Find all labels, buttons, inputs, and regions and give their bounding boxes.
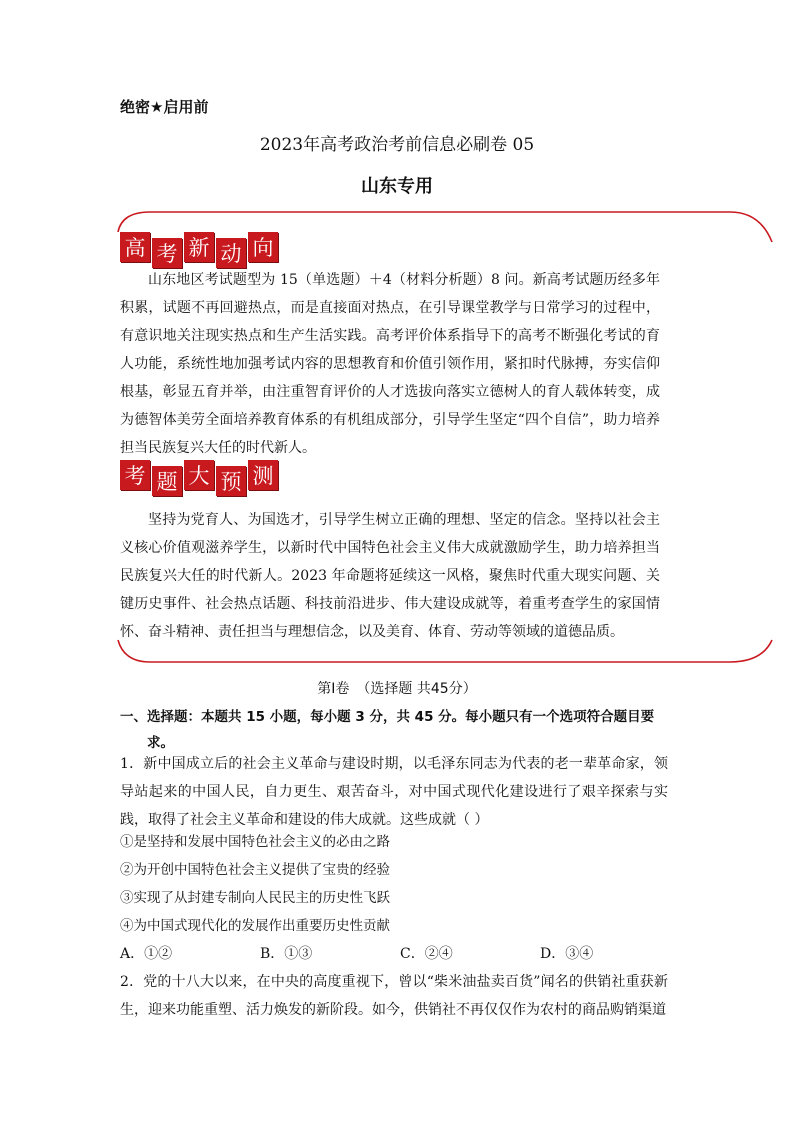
choice-d: D．③④ — [540, 946, 594, 962]
badge-char: 高 — [120, 232, 150, 262]
badge-char: 题 — [152, 466, 182, 496]
q1-option-1: ①是坚持和发展中国特色社会主义的必由之路 — [120, 834, 390, 850]
page-title: 2023年高考政治考前信息必刷卷 05 — [259, 135, 535, 155]
badge-char: 考 — [120, 460, 150, 490]
page-subtitle: 山东专用 — [361, 176, 433, 197]
confidential-label: 绝密★启用前 — [120, 98, 209, 116]
section1-text: 山东地区考试题型为 15（单选题）＋4（材料分析题）8 问。新高考试题历经多年积累，试题不再回避热点，而是直接面对热点，在引导课堂教学与日常学习的过程中，有意识地关注现实热点和生产生活实践。高考评价体系指导下的高考不断强化考试的育人功能，系统性地加强考试内容的思想教育和价值引领作用，紧扣时代脉搏，夯实信仰根基，彰显五育并举，由注重智育评价的人才选拔向落实立德树人的育人载体转变，成为德智体美劳全面培养教育体系的有机组成部分，引导学生坚定“四个自信”，助力培养担当民族复兴大任的时代新人。 — [120, 272, 660, 456]
q1-choices — [120, 940, 680, 968]
badge-char: 测 — [248, 460, 278, 490]
q1-option-3: ③实现了从封建专制向人民民主的历史性飞跃 — [120, 890, 390, 906]
badge-prediction — [120, 460, 278, 496]
q1-option-4: ④为中国式现代化的发展作出重要历史性贡献 — [120, 918, 390, 934]
badge-char: 动 — [216, 238, 246, 268]
choice-a: A．①② — [120, 946, 173, 962]
badge-char: 预 — [216, 466, 246, 496]
choice-b: B．①③ — [260, 946, 313, 962]
badge-new-trends — [120, 232, 278, 268]
question-1: 1．新中国成立后的社会主义革命与建设时期，以毛泽东同志为代表的老一辈革命家，领导站起来的中国人民，自力更生、艰苦奋斗，对中国式现代化建设进行了艰辛探索与实践，取得了社会主义革命和建设的伟大成就。这些成就（ ） — [120, 756, 668, 828]
instructions-line1: 一、选择题：本题共 15 小题，每小题 3 分，共 45 分。每小题只有一个选项符合题目要 — [120, 709, 655, 725]
question-2: 2．党的十八大以来，在中央的高度重视下，曾以“柴米油盐卖百货”闻名的供销社重获新生，迎来功能重塑、活力焕发的新阶段。如今，供销社不再仅仅作为农村的商品购销渠道 — [120, 974, 668, 1018]
badge-char: 考 — [152, 238, 182, 268]
instructions — [120, 704, 680, 756]
section2-text: 坚持为党育人、为国选才，引导学生树立正确的理想、坚定的信念。坚持以社会主义核心价值观滋养学生，以新时代中国特色社会主义伟大成就激励学生，助力培养担当民族复兴大任的时代新人。2023 年命题将延续这一风格，聚焦时代重大现实问题、关键历史事件、社会热点话题、科技前沿进步、伟大建设成就等，着重考查学生的家国情怀、奋斗精神、责任担当与理想信念，以及美育、体育、劳动等领域的道德品质。 — [120, 512, 660, 640]
choice-c: C．②④ — [400, 946, 453, 962]
instructions-line2: 求。 — [147, 735, 174, 751]
section-heading: 第Ⅰ卷 （选择题 共45分） — [317, 681, 477, 697]
badge-char: 大 — [184, 460, 214, 490]
badge-char: 新 — [184, 232, 214, 262]
badge-char: 向 — [248, 232, 278, 262]
q1-option-2: ②为开创中国特色社会主义提供了宝贵的经验 — [120, 862, 390, 878]
